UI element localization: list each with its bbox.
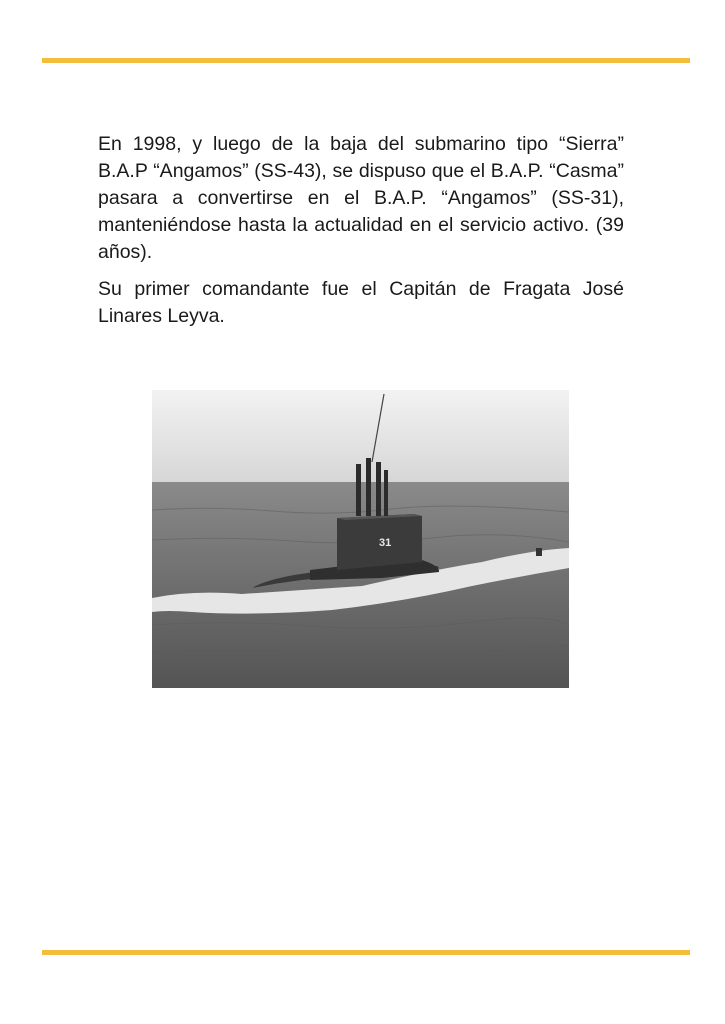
- mast-2: [384, 470, 388, 516]
- hull-number: 31: [379, 537, 392, 549]
- submarine-photo: [152, 390, 569, 688]
- bottom-rule: [42, 950, 690, 955]
- top-rule: [42, 58, 690, 63]
- distant-buoy: [536, 548, 542, 556]
- mast-1: [376, 462, 381, 516]
- periscope-1: [356, 464, 361, 516]
- paragraph-1: En 1998, y luego de la baja del submarino tipo “Sierra” B.A.P “Angamos” (SS-43), se dispuso que el B.A.P. “Casma” pasara a convertirse en el B.A.P. “Angamos” (SS-31), manteniéndose hasta la actualidad en el servicio activo. (39 años).: [98, 133, 624, 263]
- body-text: [98, 131, 624, 340]
- paragraph-2: Su primer comandante fue el Capitán de Fragata José Linares Leyva.: [98, 278, 624, 327]
- periscope-2: [366, 458, 371, 516]
- submarine-illustration: [152, 390, 569, 688]
